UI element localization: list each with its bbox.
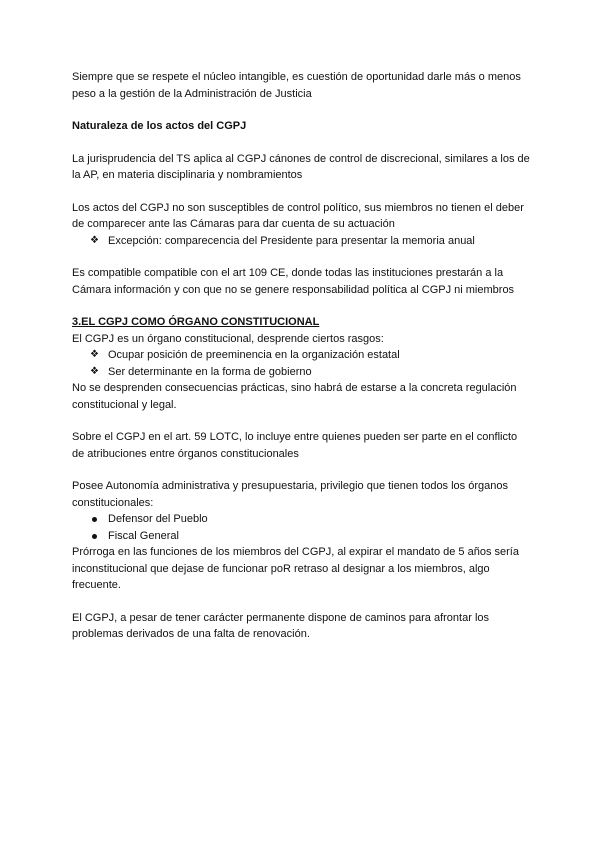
list-item: ❖ Excepción: comparecencia del Presidente para presentar la memoria anual (90, 233, 530, 250)
list-excepcion (72, 233, 530, 250)
list-item: Defensor del Pueblo (90, 511, 530, 528)
paragraph-consecuencias: No se desprenden consecuencias prácticas, sino habrá de estarse a la concreta regulación constitucional y legal. (72, 382, 517, 411)
paragraph-art-109: Es compatible compatible con el art 109 CE, donde todas las instituciones prestarán a la Cámara información y con que no se genere responsabilidad política al CGPJ ni miembros (72, 267, 515, 296)
paragraph-jurisprudencia: La jurisprudencia del TS aplica al CGPJ cánones de control de discrecional, similares a los de la AP, en materia disciplinaria y nombramientos (72, 152, 530, 181)
diamond-bullet-icon: ❖ (90, 365, 99, 377)
list-item: ❖ Ocupar posición de preeminencia en la organización estatal (90, 347, 530, 364)
paragraph-prorroga: Prórroga en las funciones de los miembros del CGPJ, al expirar el mandato de 5 años sería inconstitucional que dejase de funcionar poR retraso al designar a los miembros, algo frecuente. (72, 546, 519, 591)
diamond-bullet-icon: ❖ (90, 234, 99, 246)
list-item: Fiscal General (90, 528, 530, 545)
bullet-icon (92, 517, 97, 522)
paragraph-autonomia: Posee Autonomía administrativa y presupuestaria, privilegio que tienen todos los órganos constitucionales: (72, 480, 508, 509)
paragraph-control-politico: Los actos del CGPJ no son susceptibles de control político, sus miembros no tienen el deber de comparecer ante las Cámaras para dar cuenta de su actuación (72, 201, 524, 230)
bullet-icon (92, 534, 97, 539)
paragraph-nucleo: Siempre que se respete el núcleo intangible, es cuestión de oportunidad darle más o menos peso a la gestión de la Administración de Justicia (72, 71, 521, 100)
list-item: ❖ Ser determinante en la forma de gobierno (90, 364, 530, 381)
paragraph-renovacion: El CGPJ, a pesar de tener carácter permanente dispone de caminos para afrontar los problemas derivados de una falta de renovación. (72, 611, 490, 640)
paragraph-rasgos: El CGPJ es un órgano constitucional, desprende ciertos rasgos: (72, 332, 384, 345)
heading-naturaleza: Naturaleza de los actos del CGPJ (72, 120, 247, 132)
paragraph-lotc: Sobre el CGPJ en el art. 59 LOTC, lo incluye entre quienes pueden ser parte en el conflicto de atribuciones entre órganos constitucionales (72, 431, 518, 460)
list-rasgos (72, 347, 530, 380)
heading-organo-constitucional: 3.EL CGPJ COMO ÓRGANO CONSTITUCIONAL (72, 316, 320, 328)
list-organos (72, 511, 530, 544)
diamond-bullet-icon: ❖ (90, 349, 99, 360)
